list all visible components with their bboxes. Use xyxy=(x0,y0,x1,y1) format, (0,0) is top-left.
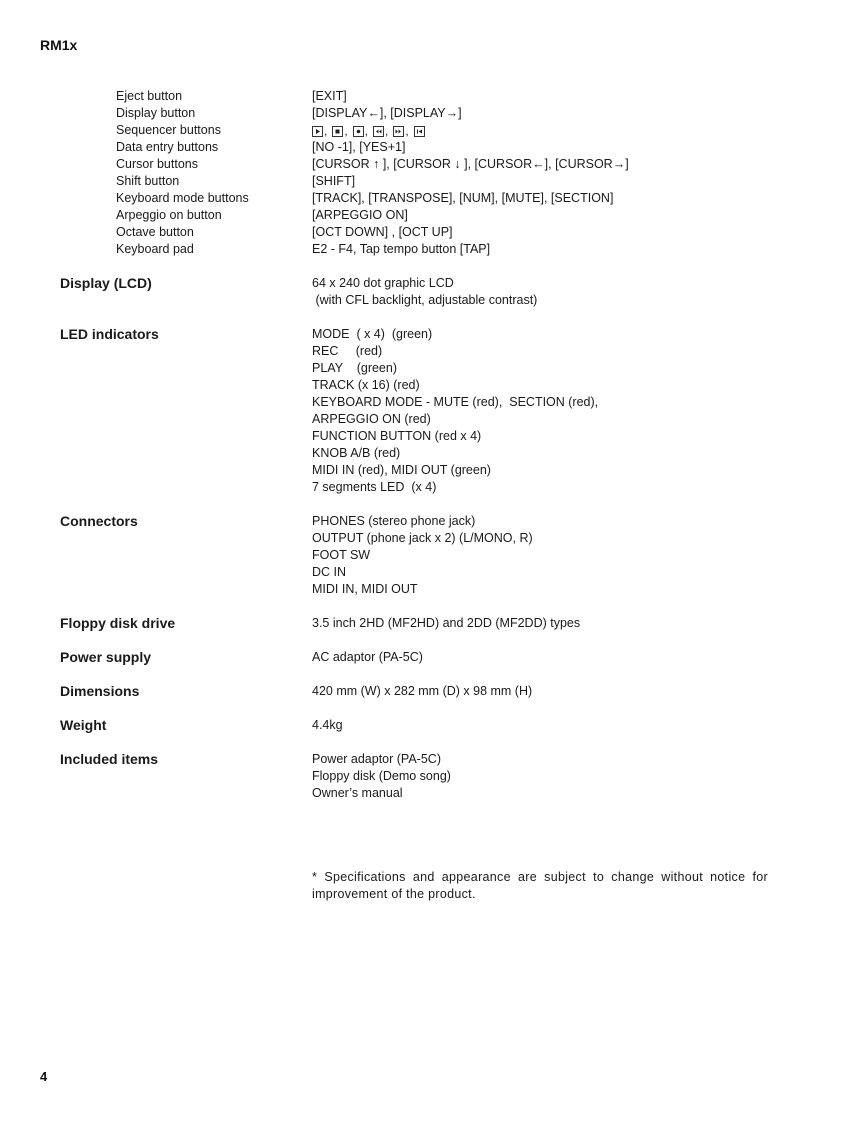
control-value: [ARPEGGIO ON] xyxy=(312,208,408,222)
control-value: [SHIFT] xyxy=(312,174,356,188)
spec-label-weight: Weight xyxy=(60,717,107,733)
spec-line: FUNCTION BUTTON (red x 4) xyxy=(312,429,482,443)
control-value: [OCT DOWN] , [OCT UP] xyxy=(312,225,453,239)
spec-label-led-indicators: LED indicators xyxy=(60,326,159,342)
spec-line: PLAY (green) xyxy=(312,361,397,375)
spec-line: FOOT SW xyxy=(312,548,371,562)
spec-label-floppy-disk-drive: Floppy disk drive xyxy=(60,615,176,631)
spec-line: 420 mm (W) x 282 mm (D) x 98 mm (H) xyxy=(312,684,533,698)
control-label: Cursor buttons xyxy=(116,157,198,171)
spec-line: MIDI IN (red), MIDI OUT (green) xyxy=(312,463,491,477)
control-label: Data entry buttons xyxy=(116,140,219,154)
separator: , xyxy=(324,124,328,138)
spec-line: (with CFL backlight, adjustable contrast) xyxy=(312,293,538,307)
control-label: Keyboard mode buttons xyxy=(116,191,249,205)
control-label: Octave button xyxy=(116,225,194,239)
control-label: Eject button xyxy=(116,89,183,103)
spec-label-dimensions: Dimensions xyxy=(60,683,140,699)
spec-line: PHONES (stereo phone jack) xyxy=(312,514,476,528)
rewind-icon xyxy=(373,126,384,137)
spec-line: MODE ( x 4) (green) xyxy=(312,327,433,341)
spec-line: 3.5 inch 2HD (MF2HD) and 2DD (MF2DD) types xyxy=(312,616,581,630)
control-label: Display button xyxy=(116,106,196,120)
top-icon xyxy=(414,126,425,137)
control-label: Keyboard pad xyxy=(116,242,194,256)
spec-line: Power adaptor (PA-5C) xyxy=(312,752,441,766)
spec-line: ARPEGGIO ON (red) xyxy=(312,412,431,426)
control-label: Shift button xyxy=(116,174,180,188)
sequencer-button-icons xyxy=(312,123,426,140)
separator: , xyxy=(344,124,348,138)
page-number: 4 xyxy=(40,1069,48,1084)
specification-note: * Specifications and appearance are subject to change without notice for improvement of the product. xyxy=(312,870,768,901)
spec-label-display: Display (LCD) xyxy=(60,275,152,291)
spec-label-power-supply: Power supply xyxy=(60,649,152,665)
separator: , xyxy=(405,124,409,138)
spec-line: 7 segments LED (x 4) xyxy=(312,480,437,494)
spec-line: 4.4kg xyxy=(312,718,343,732)
control-value: [NO -1], [YES+1] xyxy=(312,140,406,154)
control-label: Arpeggio on button xyxy=(116,208,222,222)
separator: , xyxy=(364,124,369,138)
spec-line: OUTPUT (phone jack x 2) (L/MONO, R) xyxy=(312,531,533,545)
control-value: [TRACK], [TRANSPOSE], [NUM], [MUTE], [SECTION] xyxy=(312,191,614,205)
control-value: E2 - F4, Tap tempo button [TAP] xyxy=(312,242,491,256)
spec-line: KNOB A/B (red) xyxy=(312,446,401,460)
fast-forward-icon xyxy=(393,126,404,137)
spec-label-included-items: Included items xyxy=(60,751,159,767)
control-label: Sequencer buttons xyxy=(116,123,221,137)
control-value: [DISPLAY←], [DISPLAY→] xyxy=(312,106,462,120)
spec-line: Floppy disk (Demo song) xyxy=(312,769,451,783)
spec-line: Owner’s manual xyxy=(312,786,403,800)
spec-label-connectors: Connectors xyxy=(60,513,138,529)
control-value: [CURSOR ↑ ], [CURSOR ↓ ], [CURSOR←], [CURSOR→] xyxy=(312,157,629,171)
spec-line: 64 x 240 dot graphic LCD xyxy=(312,276,454,290)
separator: , xyxy=(385,124,389,138)
spec-line: MIDI IN, MIDI OUT xyxy=(312,582,418,596)
spec-line: TRACK (x 16) (red) xyxy=(312,378,420,392)
document-header-title: RM1x xyxy=(40,37,78,53)
stop-icon xyxy=(332,126,343,137)
control-value: [EXIT] xyxy=(312,89,347,103)
spec-line: AC adaptor (PA-5C) xyxy=(312,650,423,664)
record-icon xyxy=(353,126,364,137)
spec-line: REC (red) xyxy=(312,344,383,358)
spec-line: DC IN xyxy=(312,565,347,579)
spec-line: KEYBOARD MODE - MUTE (red), SECTION (red), xyxy=(312,395,599,409)
play-icon xyxy=(312,126,323,137)
